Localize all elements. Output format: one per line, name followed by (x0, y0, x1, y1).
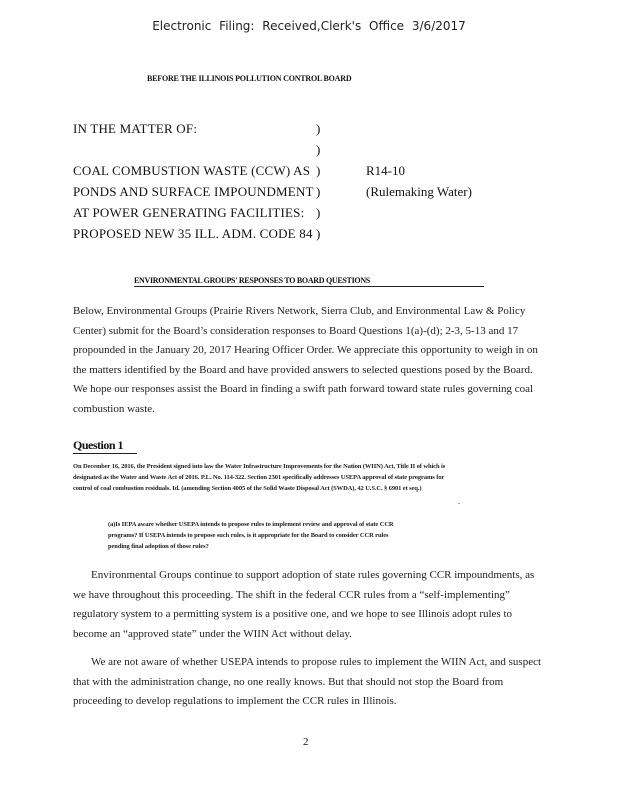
question-1-title: Question 1 (73, 438, 137, 454)
caption-paren: ) (316, 226, 321, 241)
stray-period: . (458, 497, 460, 506)
caption-paren: ) (316, 205, 321, 220)
caption-line-1: IN THE MATTER OF: (73, 121, 198, 136)
docket-type: (Rulemaking Water) (366, 184, 472, 199)
question-1-background: On December 16, 2016, the President signed into law the Water Infrastructure Improvements for the Nation (WIIN) Act, Title II of which is designated as the Water and Waste Act of 2016. P.L. No. 114-322. Section 2301 specifically addresses USEPA approval of state programs for control of coal combustion residuals. Id. (amending Section 4005 of the Solid Waste Disposal Act (SWDA), 42 U.S.C. § 6901 et seq.) (73, 463, 446, 492)
intro-paragraph: Below, Environmental Groups (Prairie Rivers Network, Sierra Club, and Environmental Law & Policy Center) submit for the Board’s consideration responses to Board Questions 1(a)-(d); 2-3, 5-13 and 17 propounded in the January 20, 2017 Hearing Officer Order. We appreciate this opportunity to weigh in on the matters identified by the Board and have provided answers to selected questions posed by the Board. We hope our responses assist the Board in finding a swift path forward toward state rules governing coal combustion waste. (73, 305, 538, 415)
page-number: 2 (303, 736, 309, 748)
caption-line-6: PROPOSED NEW 35 ILL. ADM. CODE 84 (73, 226, 313, 241)
docket-number: R14-10 (366, 163, 405, 178)
caption-paren: ) (316, 184, 321, 199)
response-paragraph-2: We are not aware of whether USEPA intends to propose rules to implement the WIIN Act, and suspect that with the administration change, no one really knows. But that should not stop the Board from proceeding to develop regulations to implement the CCR rules in Illinois. (73, 656, 542, 707)
court-heading: BEFORE THE ILLINOIS POLLUTION CONTROL BOARD (147, 74, 352, 83)
caption-paren: ) (316, 121, 321, 136)
caption-paren: ) (316, 142, 321, 157)
section-title: ENVIRONMENTAL GROUPS' RESPONSES TO BOARD QUESTIONS (134, 276, 484, 287)
filing-stamp: Electronic Filing: Received,Clerk's Office 3/6/2017 (152, 19, 466, 33)
question-1a: (a)Is IEPA aware whether USEPA intends to propose rules to implement review and approval of state CCR programs? If USEPA intends to propose such rules, is it appropriate for the Board to consider CCR rules pending final adoption of those rules? (108, 521, 394, 550)
caption-line-5: AT POWER GENERATING FACILITIES: (73, 205, 305, 220)
caption-paren: ) (316, 163, 321, 178)
caption-line-3: COAL COMBUSTION WASTE (CCW) AS (73, 163, 311, 178)
response-paragraph-1: Environmental Groups continue to support adoption of state rules governing CCR impoundments, as we have throughout this proceeding. The shift in the federal CCR rules from a “self-implementing” regulatory system to a permitting system is a positive one, and we hope to see Illinois adopt rules to become an “approved state” under the WIIN Act without delay. (73, 569, 535, 640)
caption-line-4: PONDS AND SURFACE IMPOUNDMENT (73, 184, 314, 199)
